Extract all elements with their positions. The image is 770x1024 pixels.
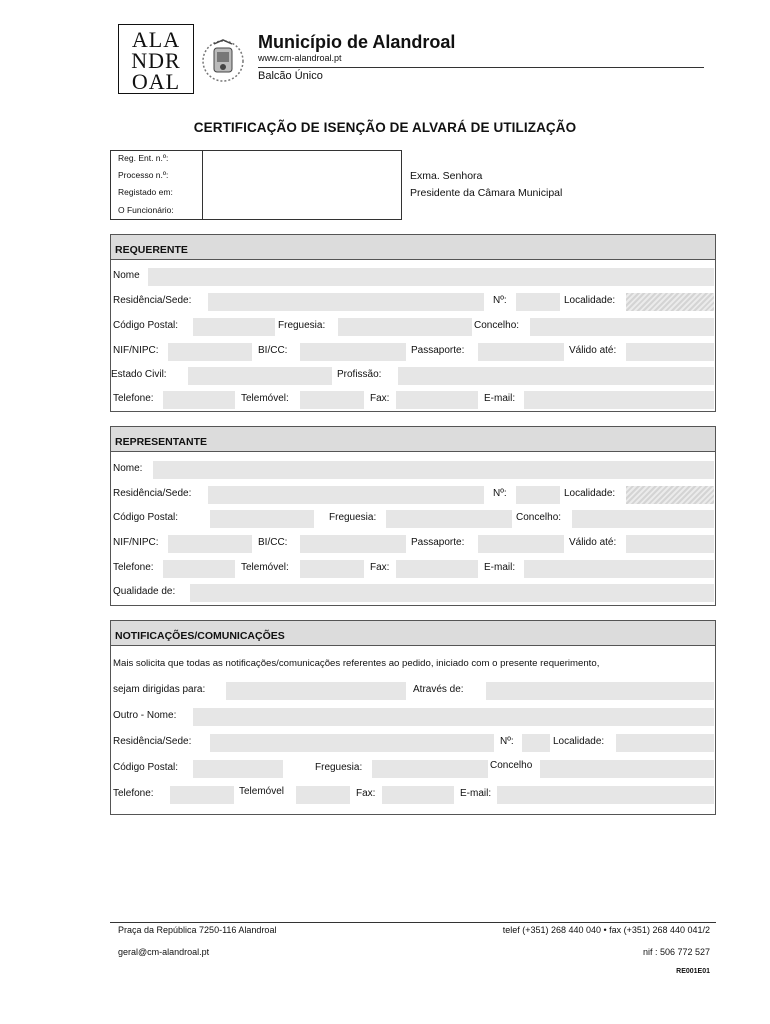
coat-of-arms-icon [200,36,246,86]
req-nif-field[interactable] [168,343,252,361]
rep-freguesia-field[interactable] [386,510,512,528]
not-numero-label: Nº: [500,736,514,747]
logo-line-3: OAL [131,69,181,94]
rep-qualidade-field[interactable] [190,584,714,602]
req-telefone-field[interactable] [163,391,235,409]
req-numero-label: Nº: [493,295,507,306]
notificacoes-heading: NOTIFICAÇÕES/COMUNICAÇÕES [110,620,716,646]
req-estado-civil-field[interactable] [188,367,332,385]
req-numero-field[interactable] [516,293,560,311]
not-cp-field[interactable] [193,760,283,778]
rep-freguesia-label: Freguesia: [329,512,377,523]
not-telefone-field[interactable] [170,786,234,804]
not-telemovel-field[interactable] [296,786,350,804]
rep-bicc-field[interactable] [300,535,406,553]
municipality-logo [118,24,194,94]
rep-cp-field[interactable] [210,510,314,528]
rep-nif-label: NIF/NIPC: [113,537,159,548]
addressee-line-1: Exma. Senhora [410,170,483,182]
req-freguesia-label: Freguesia: [278,320,326,331]
addressee-line-2: Presidente da Câmara Municipal [410,187,563,199]
req-bicc-label: BI/CC: [258,345,288,356]
org-url: www.cm-alandroal.pt [258,53,342,63]
rep-telemovel-label: Telemóvel: [241,562,289,573]
rep-fax-field[interactable] [396,560,478,578]
rep-email-field[interactable] [524,560,714,578]
not-fax-label: Fax: [356,788,376,799]
req-bicc-field[interactable] [300,343,406,361]
req-nome-label: Nome [113,270,140,281]
req-localidade-field[interactable] [626,293,714,311]
req-nif-label: NIF/NIPC: [113,345,159,356]
not-intro-text: Mais solicita que todas as notificações/comunicações referentes ao pedido, iniciado com o presente requerimento, [113,658,600,669]
req-telemovel-label: Telemóvel: [241,393,289,404]
registry-divider [202,150,203,220]
representante-heading: REPRESENTANTE [110,426,716,452]
req-valido-label: Válido até: [569,345,617,356]
rep-fax-label: Fax: [370,562,390,573]
req-concelho-field[interactable] [530,318,714,336]
rep-residencia-label: Residência/Sede: [113,488,192,499]
logo-line-2: NDR [131,48,181,73]
rep-concelho-label: Concelho: [516,512,562,523]
req-profissao-field[interactable] [398,367,714,385]
req-telemovel-field[interactable] [300,391,364,409]
not-concelho-label: Concelho [490,760,533,771]
rep-bicc-label: BI/CC: [258,537,288,548]
req-fax-field[interactable] [396,391,478,409]
req-nome-field[interactable] [148,268,714,286]
rep-cp-label: Código Postal: [113,512,179,523]
rep-telefone-label: Telefone: [113,562,154,573]
not-localidade-label: Localidade: [553,736,605,747]
req-residencia-field[interactable] [208,293,484,311]
form-code: RE001E01 [676,968,710,975]
rep-numero-field[interactable] [516,486,560,504]
req-profissao-label: Profissão: [337,369,382,380]
not-residencia-field[interactable] [210,734,494,752]
footer-address: Praça da República 7250-116 Alandroal [118,925,277,935]
not-telemovel-label: Telemóvel [239,786,285,797]
footer-divider [110,922,716,923]
not-email-label: E-mail: [460,788,492,799]
org-name: Município de Alandroal [258,32,456,52]
not-atraves-field[interactable] [486,682,714,700]
rep-email-label: E-mail: [484,562,516,573]
footer-phones: telef (+351) 268 440 040 • fax (+351) 268 440 041/2 [502,925,710,935]
not-fax-field[interactable] [382,786,454,804]
document-title: CERTIFICAÇÃO DE ISENÇÃO DE ALVARÁ DE UTILIZAÇÃO [193,120,577,135]
not-localidade-field[interactable] [616,734,714,752]
req-fax-label: Fax: [370,393,390,404]
rep-valido-label: Válido até: [569,537,617,548]
req-email-field[interactable] [524,391,714,409]
req-valido-field[interactable] [626,343,714,361]
funcionario-label: O Funcionário: [118,205,174,215]
rep-localidade-field[interactable] [626,486,714,504]
processo-label: Processo n.º: [118,170,169,180]
req-residencia-label: Residência/Sede: [113,295,192,306]
footer-email: geral@cm-alandroal.pt [118,947,210,957]
req-concelho-label: Concelho: [474,320,520,331]
rep-qualidade-label: Qualidade de: [113,586,176,597]
not-email-field[interactable] [497,786,714,804]
org-subtitle: Balcão Único [258,70,323,82]
not-residencia-label: Residência/Sede: [113,736,192,747]
rep-nome-label: Nome: [113,463,143,474]
req-telefone-label: Telefone: [113,393,154,404]
req-cp-field[interactable] [193,318,275,336]
not-atraves-label: Através de: [413,684,464,695]
req-freguesia-field[interactable] [338,318,472,336]
rep-residencia-field[interactable] [208,486,484,504]
rep-telefone-field[interactable] [163,560,235,578]
not-numero-field[interactable] [522,734,550,752]
req-cp-label: Código Postal: [113,320,179,331]
not-concelho-field[interactable] [540,760,714,778]
not-outro-nome-field[interactable] [193,708,714,726]
rep-passaporte-label: Passaporte: [411,537,465,548]
registado-label: Registado em: [118,187,173,197]
rep-numero-label: Nº: [493,488,507,499]
not-freguesia-label: Freguesia: [315,762,363,773]
rep-valido-field[interactable] [626,535,714,553]
header-divider [258,67,704,68]
not-dirigidas-field[interactable] [226,682,406,700]
not-outro-nome-label: Outro - Nome: [113,710,177,721]
rep-passaporte-field[interactable] [478,535,564,553]
req-localidade-label: Localidade: [564,295,616,306]
not-telefone-label: Telefone: [113,788,154,799]
req-email-label: E-mail: [484,393,516,404]
req-passaporte-field[interactable] [478,343,564,361]
rep-telemovel-field[interactable] [300,560,364,578]
rep-nome-field[interactable] [153,461,714,479]
req-estado-civil-label: Estado Civil: [111,369,167,380]
rep-nif-field[interactable] [168,535,252,553]
footer-nif: nif : 506 772 527 [642,947,710,957]
logo-line-1: ALA [131,27,181,52]
requerente-heading: REQUERENTE [110,234,716,260]
rep-concelho-field[interactable] [572,510,714,528]
not-cp-label: Código Postal: [113,762,179,773]
not-freguesia-field[interactable] [372,760,488,778]
req-passaporte-label: Passaporte: [411,345,465,356]
rep-localidade-label: Localidade: [564,488,616,499]
reg-ent-label: Reg. Ent. n.º: [118,153,169,163]
not-dirigidas-label: sejam dirigidas para: [113,684,206,695]
